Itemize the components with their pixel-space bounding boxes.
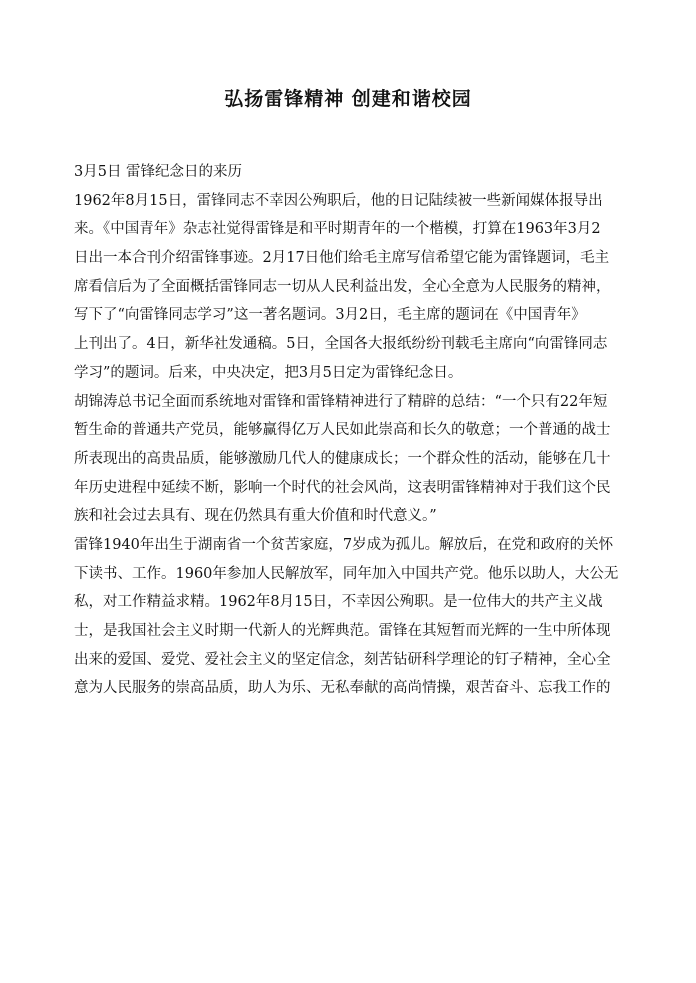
text-line: 士，是我国社会主义时期一代新人的光辉典范。雷锋在其短暂而光辉的一生中所体现: [74, 623, 611, 639]
document-title: 弘扬雷锋精神 创建和谐校园: [224, 88, 472, 110]
text-line: 年历史进程中延续不断，影响一个时代的社会风尚，这表明雷锋精神对于我们这个民: [74, 479, 611, 496]
text-line: 学习”的题词。后来，中央决定，把3月5日定为雷锋纪念日。: [74, 364, 463, 381]
text-line: 出来的爱国、爱党、爱社会主义的坚定信念，刻苦钻研科学理论的钉子精神，全心全: [74, 651, 611, 668]
text-line: 私，对工作精益求精。1962年8月15日，不幸因公殉职。是一位伟大的共产主义战: [74, 594, 603, 611]
text-line: 席看信后为了全面概括雷锋同志一切从人民利益出发，全心全意为人民服务的精神，: [74, 278, 611, 295]
text-line: 所表现出的高贵品质，能够激励几代人的健康成长；一个群众性的活动，能够在几十: [74, 450, 611, 467]
document-body: [74, 158, 630, 703]
text-line: 上刊出了。4日，新华社发通稿。5日，全国各大报纸纷纷刊载毛主席向“向雷锋同志: [74, 336, 608, 353]
text-line: 胡锦涛总书记全面而系统地对雷锋和雷锋精神进行了精辟的总结：“一个只有22年短: [74, 393, 608, 410]
text-line: 雷锋1940年出生于湖南省一个贫苦家庭，7岁成为孤儿。解放后，在党和政府的关怀: [74, 536, 614, 553]
text-line: 1962年8月15日，雷锋同志不幸因公殉职后，他的日记陆续被一些新闻媒体报导出: [74, 192, 603, 209]
text-line: 族和社会过去具有、现在仍然具有重大价值和时代意义。”: [74, 508, 437, 525]
text-line: 意为人民服务的崇高品质，助人为乐、无私奉献的高尚情操，艰苦奋斗、忘我工作的: [74, 680, 611, 697]
text-line: 来。《中国青年》杂志社觉得雷锋是和平时期青年的一个楷模，打算在1963年3月2: [74, 221, 601, 238]
section-heading: 3月5日 雷锋纪念日的来历: [74, 164, 243, 180]
text-line: 暂生命的普通共产党员，能够赢得亿万人民如此崇高和长久的敬意；一个普通的战士: [74, 422, 611, 439]
text-line: 日出一本合刊介绍雷锋事迹。2月17日他们给毛主席写信希望它能为雷锋题词，毛主: [74, 250, 610, 267]
text-line: 写下了“向雷锋同志学习”这一著名题词。3月2日，毛主席的题词在《中国青年》: [74, 307, 586, 324]
text-line: 下读书、工作。1960年参加人民解放军，同年加入中国共产党。他乐以助人，大公无: [74, 565, 619, 582]
